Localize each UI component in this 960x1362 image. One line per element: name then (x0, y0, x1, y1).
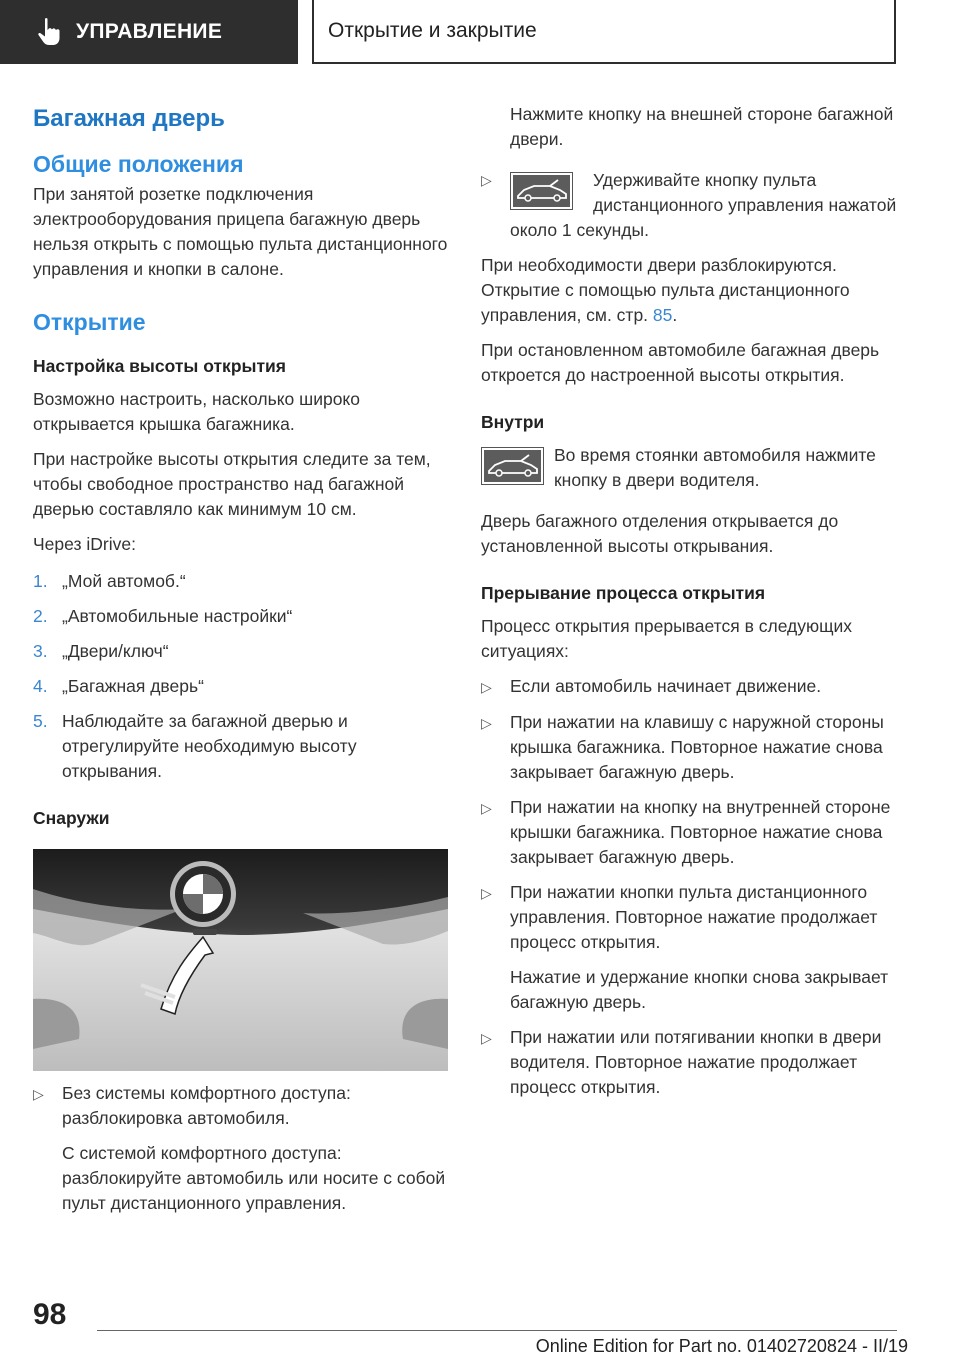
triangle-bullet-icon: ▷ (481, 885, 492, 901)
header-topic-tab (312, 0, 896, 64)
unlock-text: При необходимости двери разблокируются. (481, 255, 837, 275)
hold-again-text: Нажатие и удержание кнопки снова закрывает багажную дверь. (510, 967, 889, 1012)
footer-divider (97, 1330, 897, 1331)
footer-edition: Online Edition for Part no. 01402720824 - II/19 (535, 1336, 908, 1356)
trunk-button-photo (33, 849, 448, 1071)
opening-heading: Открытие (33, 309, 146, 335)
trunk-car-icon (481, 447, 544, 485)
triangle-bullet-icon: ▷ (481, 172, 492, 188)
inside-result: Дверь багажного отделения открывается до установленной высоты открывания. (481, 511, 839, 556)
remote-reference: Открытие с помощью пульта дистанционного управления, см. стр. 85. (481, 280, 850, 325)
right-column (481, 98, 901, 1100)
interrupt-intro: Процесс открытия прерывается в следующих ситуациях: (481, 616, 853, 661)
stopped-text: При остановленном автомобиле багажная дверь откроется до настроенной высоты открытия. (481, 340, 880, 385)
outside-heading: Снаружи (33, 808, 110, 828)
height-text-1: Возможно настроить, насколько широко открывается крышка багажника. (33, 389, 361, 434)
idrive-steps (33, 569, 448, 784)
page-number: 98 (33, 1298, 67, 1331)
list-item: 1. „Мой автомоб.“ (33, 571, 186, 591)
header-topic-title: Открытие и закрытие (328, 19, 537, 42)
page-title: Багажная дверь (33, 105, 225, 132)
list-item: ▷ При нажатии или потягивании кнопки в двери водителя. Повторное нажатие продолжает процесс открытия. (481, 1025, 901, 1100)
list-item: ▷ При нажатии кнопки пульта дистанционного управления. Повторное нажатие продолжает процесс открытия. (481, 880, 901, 955)
header-section-title: УПРАВЛЕНИЕ (76, 20, 223, 43)
list-item: 5. Наблюдайте за багажной дверью и отрегулируйте необходимую высоту открывания. (33, 711, 357, 781)
general-text: При занятой розетке подключения электрооборудования прицепа багажную дверь нельзя открыть с помощью пульта дистанционного управления и кнопки в салоне. (33, 184, 448, 279)
left-column (33, 100, 448, 1216)
general-heading: Общие положения (33, 151, 244, 177)
inside-text: Во время стоянки автомобиля нажмите кнопку в двери водителя. (554, 445, 876, 490)
page-reference-link[interactable]: 85 (652, 305, 673, 325)
list-item: 4. „Багажная дверь“ (33, 676, 204, 696)
inside-instruction (481, 443, 901, 493)
triangle-bullet-icon: ▷ (481, 715, 492, 731)
trunk-car-icon (510, 172, 573, 210)
triangle-bullet-icon: ▷ (481, 679, 492, 695)
triangle-bullet-icon: ▷ (33, 1086, 44, 1102)
list-item: 2. „Автомобильные настройки“ (33, 606, 293, 626)
interrupt-heading: Прерывание процесса открытия (481, 583, 766, 603)
header-section-tab (0, 0, 298, 64)
list-item: ▷ Без системы комфортного доступа: разблокировка автомобиля. (33, 1081, 448, 1131)
list-item: 3. „Двери/ключ“ (33, 641, 169, 661)
list-item: ▷ Если автомобиль начинает движение. (481, 674, 901, 700)
height-heading: Настройка высоты открытия (33, 356, 286, 376)
comfort-access-text: С системой комфортного доступа: разблокируйте автомобиль или носите с собой пульт дистанционного управления. (62, 1143, 446, 1213)
height-text-2: При настройке высоты открытия следите за тем, чтобы свободное пространство над багажной дверью составляло как минимум 10 см. (33, 449, 431, 519)
list-item: ▷ При нажатии на клавишу с наружной стороны крышка багажника. Повторное нажатие снова закрывает багажную дверь. (481, 710, 901, 785)
press-outer-text: Нажмите кнопку на внешней стороне багажной двери. (510, 104, 894, 149)
via-idrive: Через iDrive: (33, 534, 136, 554)
triangle-bullet-icon: ▷ (481, 1030, 492, 1046)
inside-heading: Внутри (481, 412, 545, 432)
triangle-bullet-icon: ▷ (481, 800, 492, 816)
hold-remote-text: Удерживайте кнопку пульта дистанционного управления нажатой около 1 секунды. (510, 170, 897, 240)
list-item: ▷ При нажатии на кнопку на внутренней стороне крышки багажника. Повторное нажатие снова закрывает багажную дверь. (481, 795, 901, 870)
list-item (481, 168, 901, 243)
hand-pointer-icon (36, 17, 62, 47)
